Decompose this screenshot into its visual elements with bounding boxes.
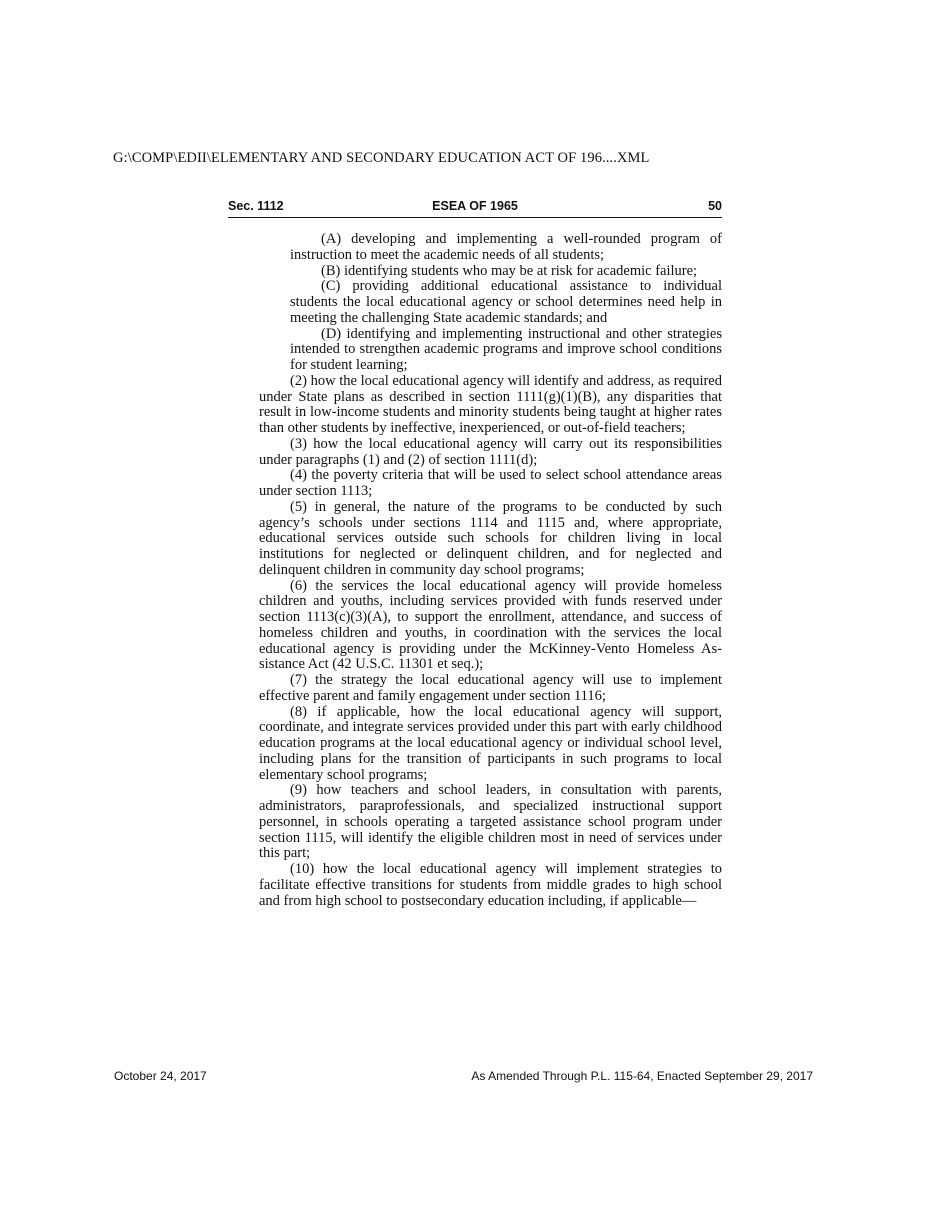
paragraph-4: (4) the poverty criteria that will be used to select school attendance areas under section 1113; xyxy=(259,467,722,499)
document-body xyxy=(259,232,722,909)
paragraph-3: (3) how the local educational agency will carry out its responsibilities under paragraphs (1) and (2) of section 1111(d); xyxy=(259,435,722,468)
paragraph-7: (7) the strategy the local educational agency will use to implement effective parent and family engagement under section 1116; xyxy=(259,672,722,704)
file-path-header: G:\COMP\EDII\ELEMENTARY AND SECONDARY EDUCATION ACT OF 196....XML xyxy=(113,150,650,166)
paragraph-8: (8) if applicable, how the local educational agency will support, coordinate, and integrate services provided under this part with early childhood education programs at the local educational agency or individual school level, including plans for the transition of participants in such programs to local elementary school programs; xyxy=(259,703,722,783)
paragraph-1-a: (A) developing and implementing a well-rounded program of instruction to meet the academic needs of all students; xyxy=(290,231,722,263)
running-head-title: ESEA OF 1965 xyxy=(432,199,518,213)
paragraph-1-b: (B) identifying students who may be at risk for academic failure; xyxy=(321,262,698,279)
paragraph-5: (5) in general, the nature of the programs to be conducted by such agency’s schools under sections 1114 and 1115 and, where appropriate, educational services outside such schools for children living in local institutions for neglected or delinquent children, and for neglected and delinquent children in community day school programs; xyxy=(259,498,722,578)
footer-amendment-note: As Amended Through P.L. 115-64, Enacted September 29, 2017 xyxy=(471,1069,813,1083)
running-head xyxy=(228,198,722,218)
paragraph-2: (2) how the local educational agency will identify and address, as required under State plans as described in section 1111(g)(1)(B), any disparities that result in low-income students and minority students being taught at higher rates than other students by ineffective, inexperienced, or out-of-field teachers; xyxy=(259,372,722,436)
paragraph-1-c: (C) providing additional educational assistance to individual students the local educational agency or school determines need help in meeting the challenging State academic standards; and xyxy=(290,278,722,326)
paragraph-1-d: (D) identifying and implementing instructional and other strategies intended to strengthen academic programs and improve school conditions for student learning; xyxy=(290,325,722,373)
section-number: Sec. 1112 xyxy=(228,199,284,213)
footer-date: October 24, 2017 xyxy=(114,1069,207,1083)
page-number: 50 xyxy=(708,199,722,213)
paragraph-9: (9) how teachers and school leaders, in consultation with parents, administrators, paraprofessionals, and specialized instructional support personnel, in schools operating a targeted assistance school program under section 1115, will identify the eligible children most in need of services under this part; xyxy=(259,782,722,862)
paragraph-10: (10) how the local educational agency will implement strategies to facilitate effective transitions for students from middle grades to high school and from high school to postsecondary education including, if applicable— xyxy=(259,861,722,909)
paragraph-6: (6) the services the local educational agency will provide homeless children and youths, including services provided with funds reserved under section 1113(c)(3)(A), to support the enrollment, attendance, and success of homeless children and youths, in coordination with the services the local educational agency is providing under the McKinney-Vento Homeless Assistance Act (42 U.S.C. 11301 et seq.); xyxy=(259,577,722,673)
